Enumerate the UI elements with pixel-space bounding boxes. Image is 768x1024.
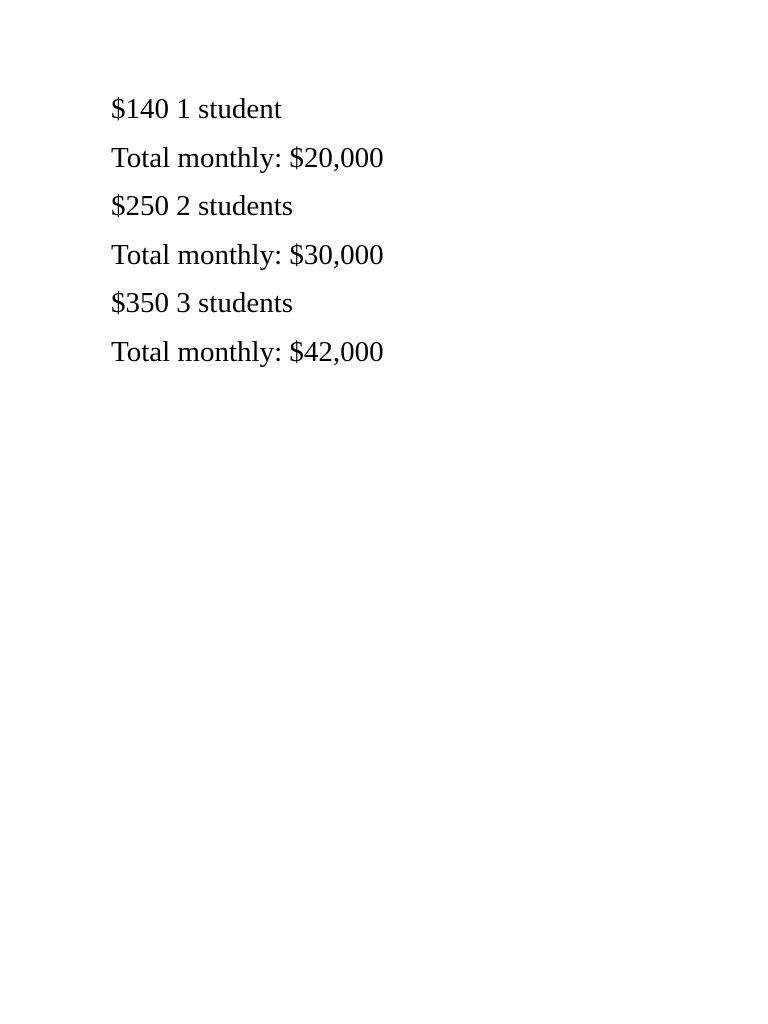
pricing-line-1-student: $140 1 student [111, 93, 282, 125]
text-lines [111, 85, 384, 376]
total-monthly-line-3: Total monthly: $42,000 [111, 335, 384, 368]
pricing-line-3-students: $350 3 students [111, 287, 294, 319]
total-monthly-line-1: Total monthly: $20,000 [111, 141, 384, 174]
pricing-line-2-students: $250 2 students [111, 190, 294, 222]
total-monthly-line-2: Total monthly: $30,000 [111, 238, 384, 271]
